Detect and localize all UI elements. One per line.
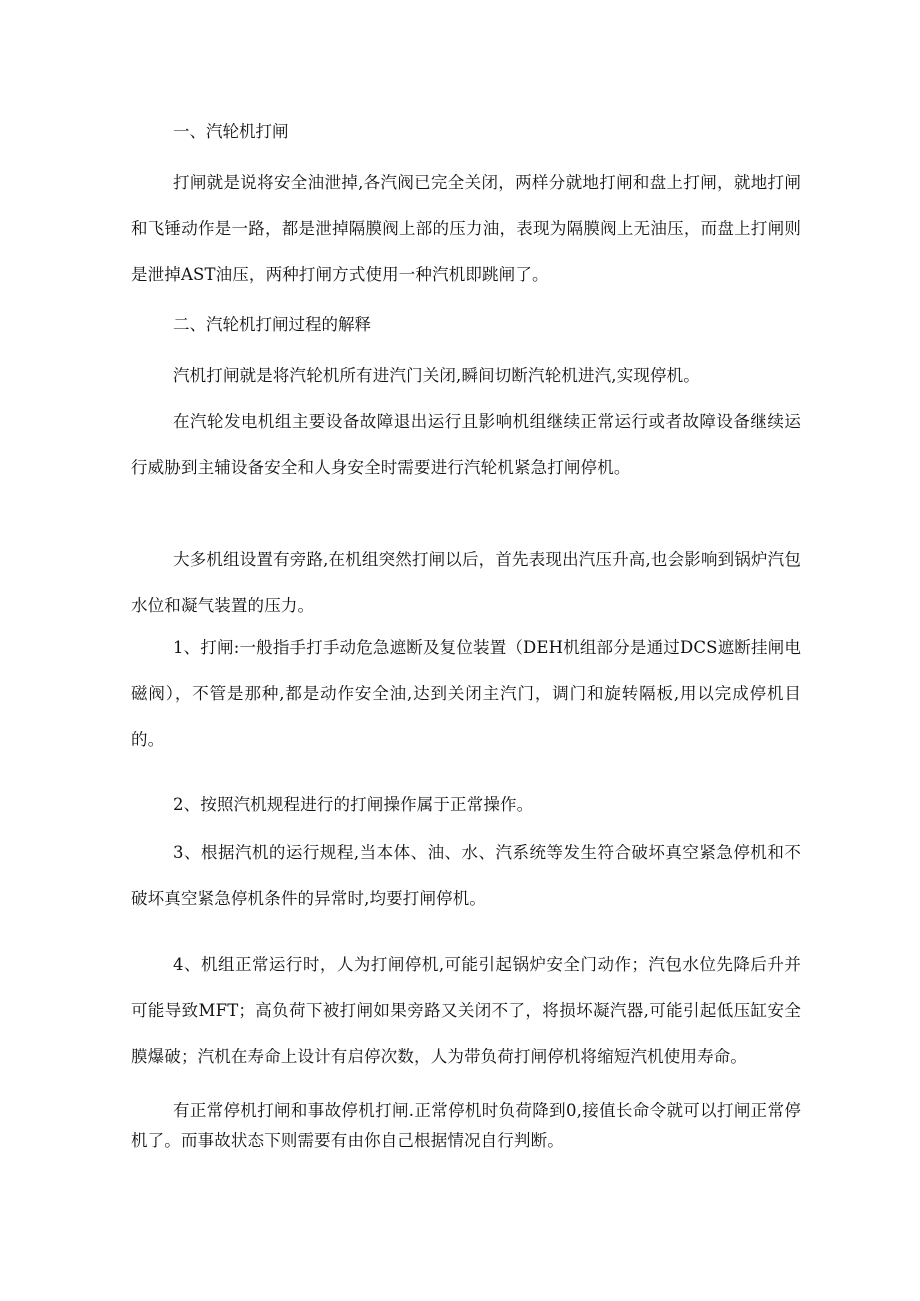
section-2-paragraph-1: 汽机打闸就是将汽轮机所有进汽门关闭,瞬间切断汽轮机进汽,实现停机。 xyxy=(173,366,700,385)
section-2-paragraph-2: 在汽轮发电机组主要设备故障退出运行且影响机组继续正常运行或者故障设备继续运行威胁到主辅设备安全和人身安全时需要进行汽轮机紧急打闸停机。 xyxy=(131,412,801,477)
section-2-heading: 二、汽轮机打闸过程的解释 xyxy=(173,315,371,334)
section-1-body: 打闸就是说将安全油泄掉,各汽阀已完全关闭，两样分就地打闸和盘上打闸，就地打闸和飞锤动作是一路，都是泄掉隔膜阀上部的压力油，表现为隔膜阀上无油压，而盘上打闸则是泄掉AST油压，两种打闸方式使用一种汽机即跳闸了。 xyxy=(131,173,801,284)
closing-paragraph: 有正常停机打闸和事故停机打闸.正常停机时负荷降到0,接值长命令就可以打闸正常停机了。而事故状态下则需要有由你自己根据情况自行判断。 xyxy=(131,1101,801,1150)
list-item-3: 3、根据汽机的运行规程,当本体、油、水、汽系统等发生符合破坏真空紧急停机和不破坏真空紧急停机条件的异常时,均要打闸停机。 xyxy=(131,843,801,908)
section-1-heading: 一、汽轮机打闸 xyxy=(173,122,289,141)
list-item-2: 2、按照汽机规程进行的打闸操作属于正常操作。 xyxy=(173,795,534,814)
list-item-1: 1、打闸:一般指手打手动危急遮断及复位装置（DEH机组部分是通过DCS遮断挂闸电磁阀），不管是那种,都是动作安全油,达到关闭主汽门，调门和旋转隔板,用以完成停机目的。 xyxy=(131,638,801,749)
list-item-4: 4、机组正常运行时，人为打闸停机,可能引起锅炉安全门动作；汽包水位先降后升并可能导致MFT；高负荷下被打闸如果旁路又关闭不了，将损坏凝汽器,可能引起低压缸安全膜爆破；汽机在寿命上设计有启停次数，人为带负荷打闸停机将缩短汽机使用寿命。 xyxy=(131,955,801,1066)
section-2-paragraph-3: 大多机组设置有旁路,在机组突然打闸以后，首先表现出汽压升高,也会影响到锅炉汽包水位和凝气装置的压力。 xyxy=(131,550,801,615)
